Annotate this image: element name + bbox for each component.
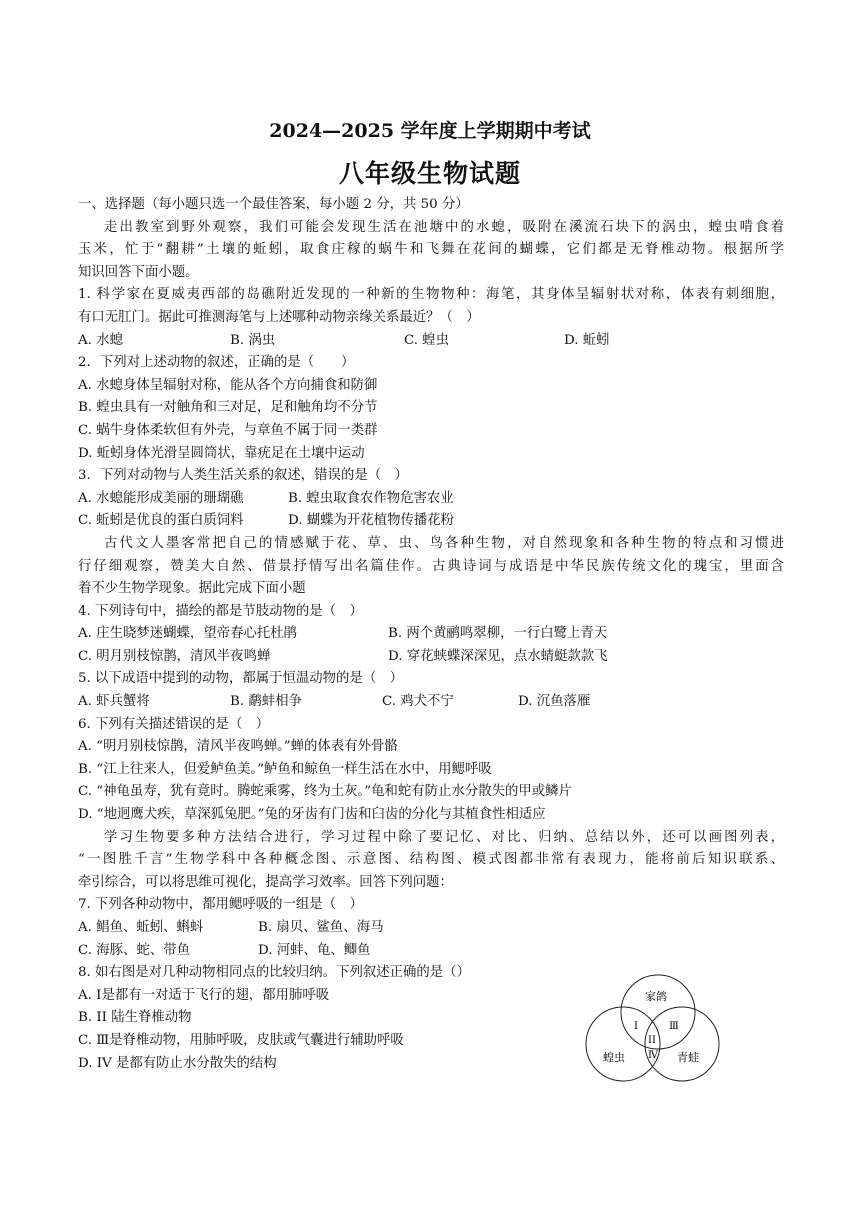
option-b: B. 蝗虫具有一对触角和三对足，足和触角均不分节 <box>78 400 378 416</box>
option-a: A. Ⅰ是都有一对适于飞行的翅，都用肺呼吸 <box>78 987 330 1003</box>
question-5-stem: 5. 以下成语中提到的动物，都属于恒温动物的是（ ） <box>78 671 404 687</box>
question-6-stem: 6. 下列有关描述错误的是（ ） <box>78 716 270 732</box>
option-a: A. 鲳鱼、蚯蚓、蝌蚪 <box>78 920 204 935</box>
exam-title: 2024—2025 学年度上学期期中考试 <box>269 120 591 142</box>
option-b: B. 两个黄鹂鸣翠柳，一行白鹭上青天 <box>388 626 608 642</box>
option-c: C. 鸡犬不宁 <box>382 694 454 710</box>
option-c: C. 蝗虫 <box>404 332 450 348</box>
intro-paragraph-line: 知识回答下面小题。 <box>78 264 199 280</box>
venn-diagram <box>584 974 724 1084</box>
venn-label-frog: 青蛙 <box>677 1051 699 1064</box>
intro-paragraph-line: 玉米，忙于“翻耕”土壤的蚯蚓，取食庄稼的蜗牛和飞舞在花间的蝴蝶，它们都是无脊椎动物。根据所学 <box>78 242 784 258</box>
option-d: D. 蚯蚓身体光滑呈圆筒状，靠疣足在土壤中运动 <box>78 445 365 461</box>
option-a: A. 水螅身体呈辐射对称，能从各个方向捕食和防御 <box>78 377 378 393</box>
option-c: C. “神龟虽寿，犹有竟时。腾蛇乘雾，终为土灰。”龟和蛇有防止水分散失的甲或鳞片 <box>78 784 572 800</box>
question-1-stem: 有口无肛门。据此可推测海笔与上述哪种动物亲缘关系最近？（ ） <box>78 309 480 325</box>
venn-circle-frog <box>645 1007 719 1081</box>
option-b: B. 扇贝、鲨鱼、海马 <box>258 920 384 935</box>
question-4-options <box>78 646 784 669</box>
venn-label-pigeon: 家鸽 <box>645 990 667 1003</box>
exam-content <box>78 194 784 1075</box>
venn-region-4: Ⅳ <box>648 1050 658 1061</box>
option-c: C. 蚯蚓是优良的蛋白质饲料 <box>78 513 244 529</box>
option-c: C. 海豚、蛇、带鱼 <box>78 942 191 958</box>
intro-paragraph-line: 学习生物要多种方法结合进行，学习过程中除了要记忆、对比、归纳、总结以外，还可以画图列表， <box>104 829 784 845</box>
venn-region-1: I <box>634 1021 638 1032</box>
option-d: D. “地迥鹰犬疾，草深狐兔肥。”兔的牙齿有门齿和臼齿的分化与其植食性相适应 <box>78 807 546 823</box>
option-a: A. 水螅 <box>78 332 123 348</box>
option-d: D. 穿花蛱蝶深深见，点水蜻蜓款款飞 <box>388 648 608 664</box>
section-heading: 一、选择题（每小题只选一个最佳答案，每小题 2 分，共 50 分） <box>78 197 469 212</box>
option-d: D. 沉鱼落雁 <box>518 694 591 710</box>
option-b: B. “江上往来人，但爱鲈鱼美。”鲈鱼和鲸鱼一样生活在水中，用鳃呼吸 <box>78 761 492 777</box>
question-3-stem: 3．下列对动物与人类生活关系的叙述，错误的是（ ） <box>78 468 408 484</box>
question-3-options <box>78 488 784 511</box>
question-7-options <box>78 917 784 940</box>
intro-paragraph-line: “一图胜千言”生物学科中各种概念图、示意图、结构图、模式图都非常有表现力，能将前后知识联系、 <box>78 852 784 868</box>
question-1-options <box>78 330 784 353</box>
venn-region-3: Ⅲ <box>669 1021 679 1032</box>
intro-paragraph-line: 走出教室到野外观察，我们可能会发现生活在池塘中的水螅，吸附在溪流石块下的涡虫，蝗虫啃食着 <box>104 219 784 235</box>
question-4-stem: 4. 下列诗句中，描绘的都是节肢动物的是（ ） <box>78 603 363 619</box>
option-d: D. 蚯蚓 <box>564 332 610 348</box>
question-5-options <box>78 691 784 714</box>
option-b: B. II 陆生脊椎动物 <box>78 1010 192 1026</box>
venn-region-2: II <box>648 1035 656 1046</box>
intro-paragraph-line: 古代文人墨客常把自己的情感赋于花、草、虫、鸟各种生物，对自然现象和各种生物的特点和习惯进 <box>104 535 784 551</box>
exam-subtitle: 八年级生物试题 <box>338 159 521 188</box>
question-7-options <box>78 940 784 963</box>
question-4-options <box>78 623 784 646</box>
question-3-options <box>78 510 784 533</box>
question-2-stem: 2．下列对上述动物的叙述，正确的是（ ） <box>78 355 355 371</box>
option-a: A. 水螅能形成美丽的珊瑚礁 <box>78 490 244 506</box>
venn-circle-pigeon <box>621 975 695 1049</box>
intro-paragraph-line: 着不少生物学现象。据此完成下面小题 <box>78 581 306 597</box>
option-d: D. 蝴蝶为开花植物传播花粉 <box>288 513 455 529</box>
option-d: D. IV 是都有防止水分散失的结构 <box>78 1055 277 1071</box>
option-b: B. 蝗虫取食农作物危害农业 <box>288 490 454 506</box>
option-b: B. 鹬蚌相争 <box>230 694 302 710</box>
option-d: D. 河蚌、龟、鲫鱼 <box>258 942 371 958</box>
option-c: C. 蜗牛身体柔软但有外壳，与章鱼不属于同一类群 <box>78 422 378 438</box>
question-8-stem: 8. 如右图是对几种动物相同点的比较归纳。下列叙述正确的是（） <box>78 965 470 981</box>
option-a: A. “明月别枝惊鹊，清风半夜鸣蝉。”蝉的体表有外骨骼 <box>78 739 398 755</box>
option-c: C. 明月别枝惊鹊，清风半夜鸣蝉 <box>78 648 271 664</box>
option-a: A. 庄生晓梦迷蝴蝶，望帝春心托杜鹃 <box>78 626 298 642</box>
intro-paragraph-line: 行仔细观察，赞美大自然、借景抒情写出名篇佳作。古典诗词与成语是中华民族传统文化的瑰宝，里面含 <box>78 558 784 574</box>
question-1-stem: 1. 科学家在夏威夷西部的岛礁附近发现的一种新的生物物种：海笔，其身体呈辐射状对称，体表有刺细胞， <box>78 287 784 303</box>
question-7-stem: 7. 下列各种动物中，都用鳃呼吸的一组是（ ） <box>78 897 363 913</box>
intro-paragraph-line: 牵引综合，可以将思维可视化，提高学习效率。回答下列问题： <box>78 874 453 890</box>
option-a: A. 虾兵蟹将 <box>78 694 150 710</box>
option-b: B. 涡虫 <box>230 332 276 348</box>
option-c: C. Ⅲ是脊椎动物，用肺呼吸，皮肤或气囊进行辅助呼吸 <box>78 1032 404 1048</box>
venn-label-locust: 蝗虫 <box>603 1051 625 1064</box>
